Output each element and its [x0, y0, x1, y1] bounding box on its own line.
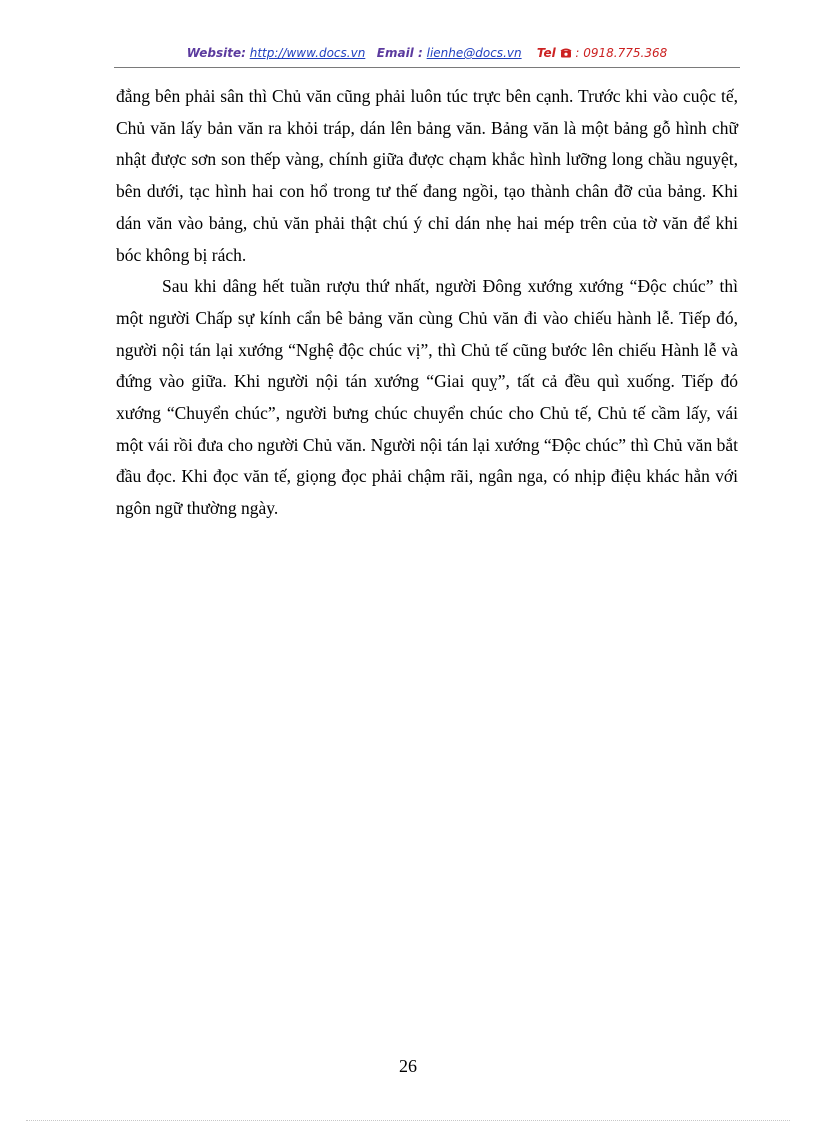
page-header	[114, 46, 740, 61]
phone-icon	[560, 47, 572, 61]
email-link[interactable]: lienhe@docs.vn	[426, 46, 522, 60]
website-label: Website:	[186, 46, 246, 60]
website-link[interactable]: http://www.docs.vn	[249, 46, 366, 60]
footer-divider	[26, 1120, 790, 1121]
email-label: Email :	[376, 46, 423, 60]
page-number: 26	[399, 1056, 417, 1076]
paragraph-2: Sau khi dâng hết tuần rượu thứ nhất, người Đông xướng xướng “Độc chúc” thì một người Chấp sự kính cẩn bê bảng văn cùng Chủ văn đi vào chiếu hành lễ. Tiếp đó, người nội tán lại xướng “Nghệ độc chúc vị”, thì Chủ tế cũng bước lên chiếu Hành lễ và đứng vào giữa. Khi người nội tán xướng “Giai quỵ”, tất cả đều quì xuống. Tiếp đó xướng “Chuyển chúc”, người bưng chúc chuyển chúc cho Chủ tế, Chủ tế cầm lấy, vái một vái rồi đưa cho người Chủ văn. Người nội tán lại xướng “Độc chúc” thì Chủ văn bắt đầu đọc. Khi đọc văn tế, giọng đọc phải chậm rãi, ngân nga, có nhịp điệu khác hẳn với ngôn ngữ thường ngày.	[116, 276, 738, 519]
paragraph-1: đẳng bên phải sân thì Chủ văn cũng phải luôn túc trực bên cạnh. Trước khi vào cuộc tế, Chủ văn lấy bản văn ra khỏi tráp, dán lên bảng văn. Bảng văn là một bảng gỗ hình chữ nhật được sơn son thếp vàng, chính giữa được chạm khắc hình lưỡng long chầu nguyệt, bên dưới, tạc hình hai con hổ trong tư thế đang ngồi, tạo thành chân đỡ của bảng. Khi dán văn vào bảng, chủ văn phải thật chú ý chỉ dán nhẹ hai mép trên của tờ văn để khi bóc không bị rách.	[116, 86, 738, 265]
header-divider	[114, 67, 740, 68]
document-body	[116, 81, 738, 525]
tel-value: : 0918.775.368	[575, 46, 668, 60]
tel-label: Tel	[536, 46, 556, 60]
